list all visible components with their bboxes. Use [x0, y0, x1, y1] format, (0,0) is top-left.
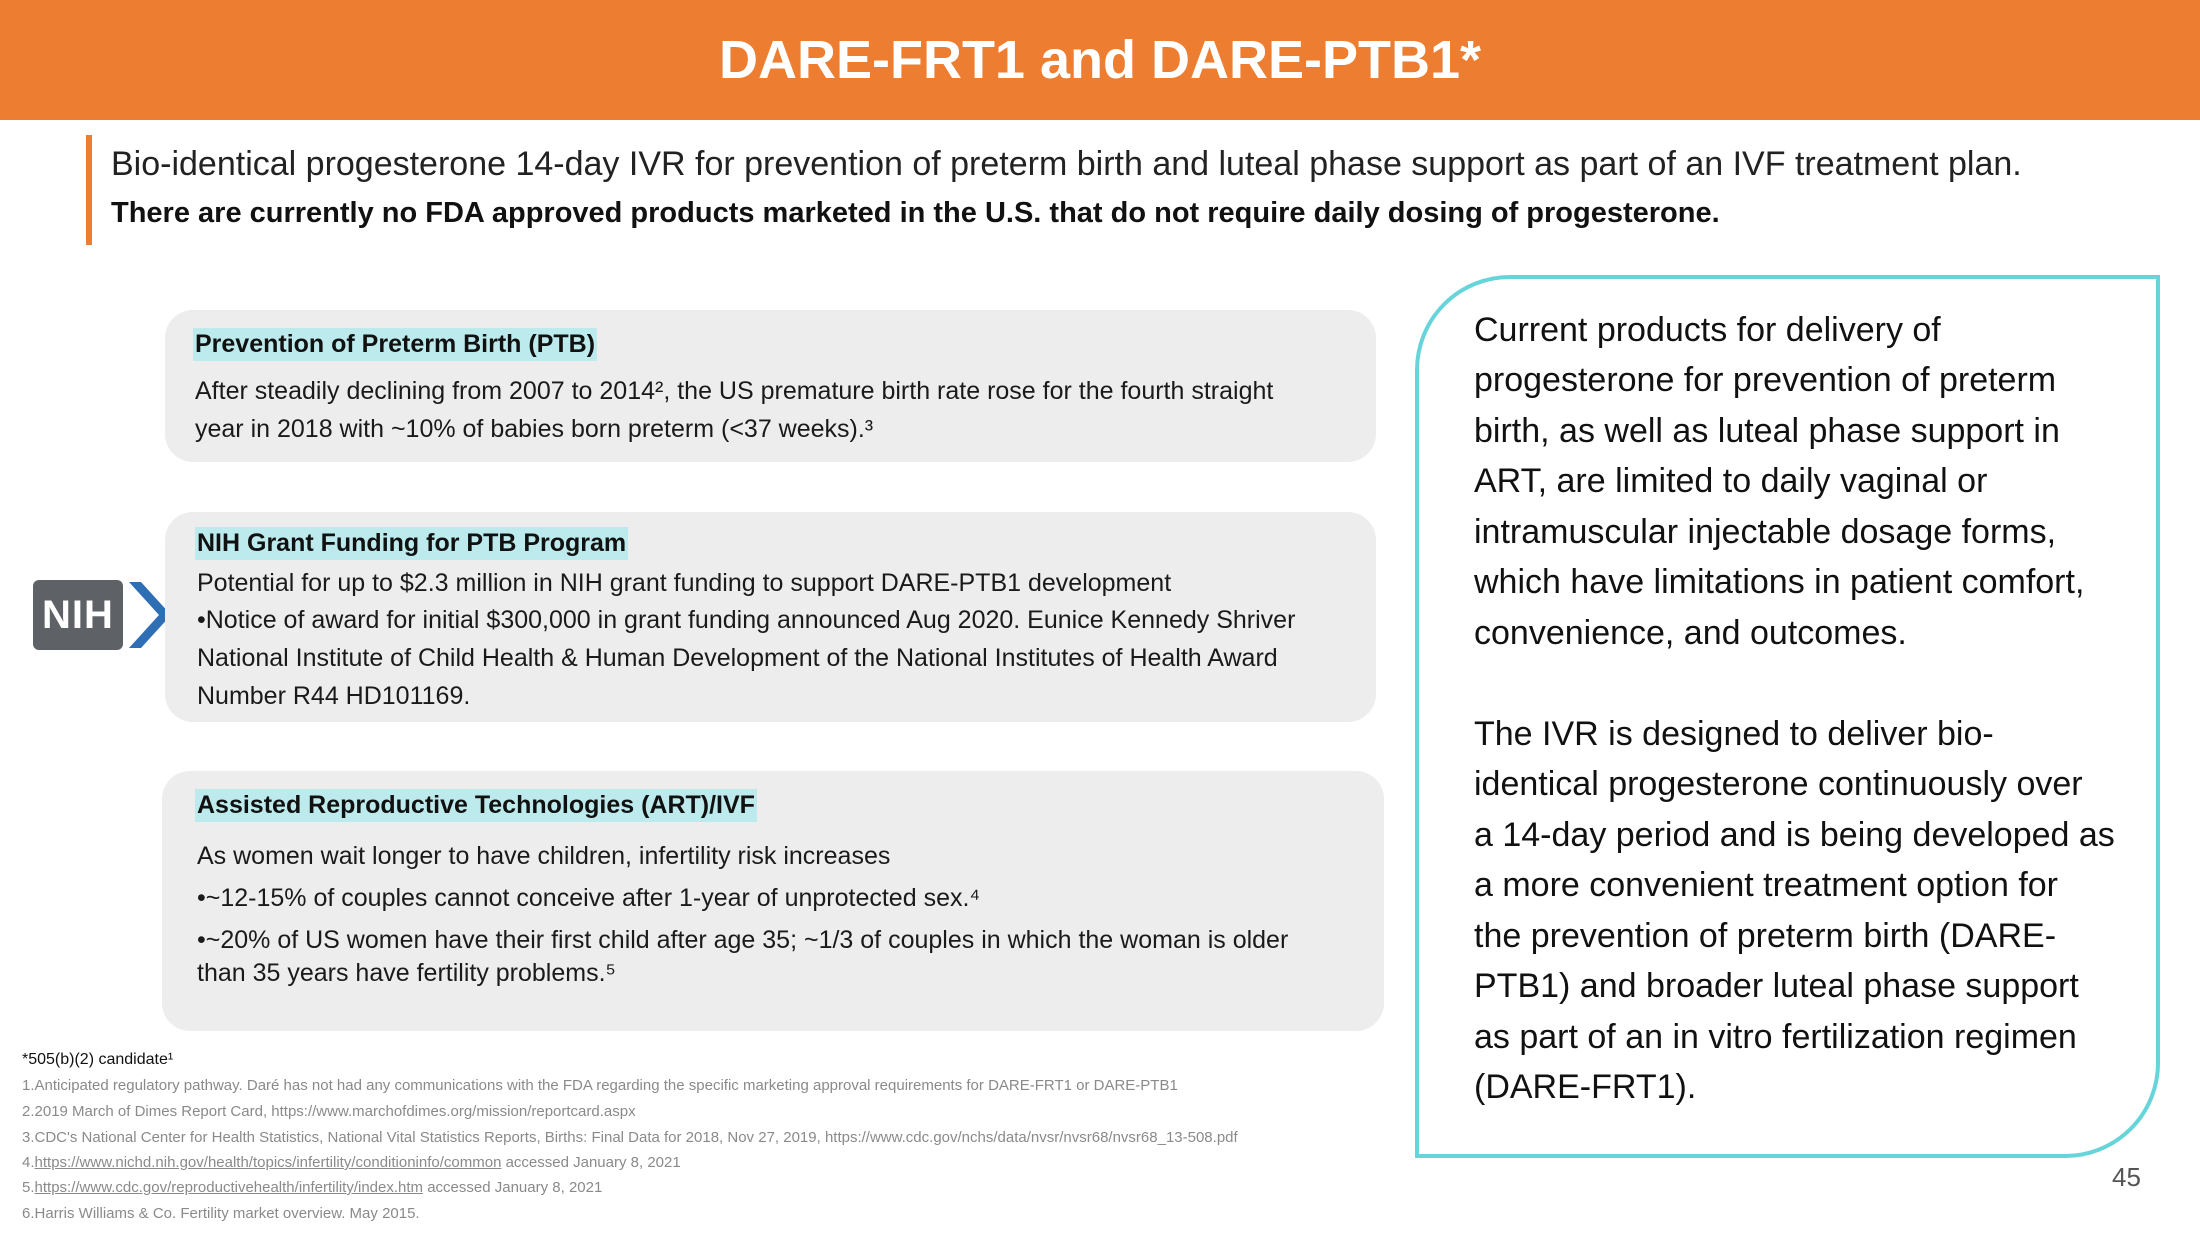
intro-accent-bar [86, 135, 92, 245]
nih-logo-text: NIH [42, 593, 114, 637]
card-nih-grant-heading: NIH Grant Funding for PTB Program [195, 527, 628, 560]
panel-paragraph-line: ART, are limited to daily vaginal or [1474, 462, 1988, 500]
card-nih-grant-line: National Institute of Child Health & Human Development of the National Institutes of Health Award [197, 644, 1278, 672]
footnote-item [22, 1103, 636, 1120]
footnote-item [22, 1179, 602, 1196]
slide-title: DARE-FRT1 and DARE-PTB1* [718, 30, 1482, 90]
footnote-link[interactable]: https://www.cdc.gov/reproductivehealth/infertility/index.htm [34, 1179, 424, 1196]
card-nih-grant-line: Potential for up to $2.3 million in NIH grant funding to support DARE-PTB1 development [197, 569, 1172, 597]
card-nih-grant-line: •Notice of award for initial $300,000 in grant funding announced Aug 2020. Eunice Kennedy Shriver [197, 606, 1296, 634]
card-art-ivf-heading: Assisted Reproductive Technologies (ART)/IVF [195, 789, 757, 822]
panel-paragraph-line: intramuscular injectable dosage forms, [1474, 513, 2057, 551]
card-art-ivf-line: •~12-15% of couples cannot conceive after 1-year of unprotected sex.⁴ [197, 884, 981, 912]
panel-paragraph-line: PTB1) and broader luteal phase support [1474, 967, 2079, 1005]
panel-paragraph-line: a more convenient treatment option for [1474, 866, 2058, 904]
card-preterm-birth-heading: Prevention of Preterm Birth (PTB) [193, 328, 597, 361]
footnote-prefix: 1. [22, 1077, 35, 1094]
panel-paragraph-line: Current products for delivery of [1474, 311, 1941, 349]
intro-summary: Bio-identical progesterone 14-day IVR for prevention of preterm birth and luteal phase support as part of an IVF treatment plan. [111, 145, 2022, 183]
card-art-ivf-line: As women wait longer to have children, infertility risk increases [197, 842, 891, 870]
card-art-ivf-line: than 35 years have fertility problems.⁵ [197, 959, 616, 987]
panel-paragraph-line: (DARE-FRT1). [1474, 1068, 1697, 1106]
panel-paragraph-line: as part of an in vitro fertilization regimen [1474, 1018, 2077, 1056]
footnote-item [22, 1154, 681, 1171]
footnote-prefix: 5. [22, 1179, 35, 1196]
panel-paragraph-line: identical progesterone continuously over [1474, 765, 2083, 803]
header-bar [0, 0, 2200, 120]
footnote-link[interactable]: https://www.nichd.nih.gov/health/topics/infertility/conditioninfo/common [34, 1154, 502, 1171]
card-art-ivf-line: •~20% of US women have their first child after age 35; ~1/3 of couples in which the woman is older [197, 926, 1289, 954]
intro-fda-statement: There are currently no FDA approved products marketed in the U.S. that do not require daily dosing of progesterone. [111, 197, 1720, 229]
panel-paragraph-line: convenience, and outcomes. [1474, 614, 1907, 652]
panel-paragraph-line: progesterone for prevention of preterm [1474, 361, 2057, 399]
footnote-text: CDC's National Center for Health Statistics, National Vital Statistics Reports, Births: Final Data for 2018, Nov 27, 2019, https://www.cdc.gov/nchs/data/nvsr/nvsr68/nvsr68_13-508.pdf [34, 1129, 1238, 1146]
panel-paragraph-line: a 14-day period and is being developed as [1474, 816, 2115, 854]
panel-paragraph-line: The IVR is designed to deliver bio- [1474, 715, 1994, 753]
footnote-prefix: 4. [22, 1154, 35, 1171]
footnote-text: accessed January 8, 2021 [501, 1154, 681, 1171]
card-preterm-birth-line: After steadily declining from 2007 to 2014², the US premature birth rate rose for the fourth straight [195, 377, 1274, 405]
footnote-prefix: 3. [22, 1129, 35, 1146]
footnote-text: Anticipated regulatory pathway. Daré has not had any communications with the FDA regarding the specific marketing approval requirements for DARE-FRT1 or DARE-PTB1 [34, 1077, 1178, 1094]
footnote-text: accessed January 8, 2021 [423, 1179, 603, 1196]
footnote-prefix: 2. [22, 1103, 35, 1120]
footnote-text: 2019 March of Dimes Report Card, https://www.marchofdimes.org/mission/reportcard.aspx [34, 1103, 636, 1120]
page-number: 45 [2112, 1162, 2141, 1192]
panel-paragraph-line: the prevention of preterm birth (DARE- [1474, 917, 2057, 955]
card-nih-grant-line: Number R44 HD101169. [197, 682, 471, 710]
footnote-prefix: 6. [22, 1205, 35, 1222]
panel-paragraph-line: which have limitations in patient comfort, [1474, 563, 2085, 601]
footnote-candidate: *505(b)(2) candidate¹ [22, 1051, 174, 1068]
card-preterm-birth-line: year in 2018 with ~10% of babies born preterm (<37 weeks).³ [195, 415, 874, 443]
footnote-item [22, 1077, 1178, 1094]
footnote-item [22, 1129, 1238, 1146]
footnote-item [22, 1205, 420, 1222]
nih-logo [33, 580, 143, 650]
panel-paragraph-line: birth, as well as luteal phase support in [1474, 412, 2060, 450]
footnote-text: Harris Williams & Co. Fertility market overview. May 2015. [34, 1205, 420, 1222]
